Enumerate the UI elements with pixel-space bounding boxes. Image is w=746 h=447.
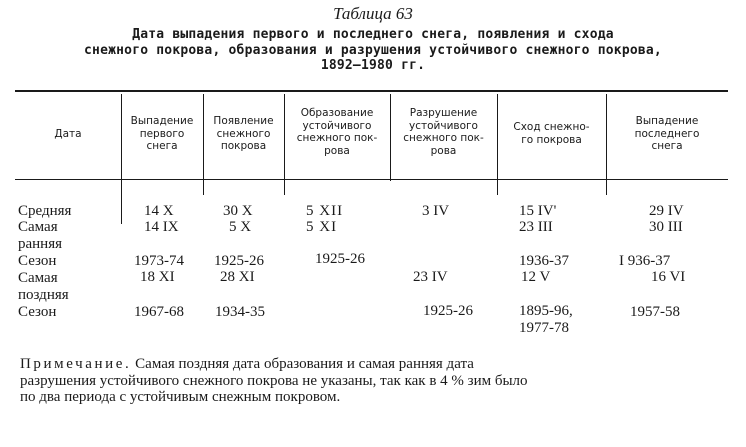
header-first-snowfall (121, 115, 203, 153)
table-cell: 1957-58 (630, 304, 680, 320)
caption-title-line: снежного покрова, образования и разрушения устойчивого снежного покрова, (84, 42, 662, 58)
table-cell: 1967-68 (134, 304, 184, 320)
table-caption-number: Таблица 63 (333, 4, 413, 23)
header-line: устойчивого (302, 119, 372, 132)
header-line: снежного пок- (403, 132, 484, 144)
header-line: Выпадение (130, 115, 194, 127)
table-cell: 30 III (649, 219, 683, 235)
table-top-rule (15, 90, 728, 92)
table-cell: 5 X (229, 219, 252, 235)
table-cell: 1934-35 (215, 304, 265, 320)
table-cell: 23 III (519, 219, 553, 235)
table-note (20, 356, 732, 406)
row-label: Сезон (18, 304, 57, 320)
header-line: первого (139, 127, 185, 140)
row-label: Самая (18, 219, 58, 235)
header-stable-cover-breakup (390, 107, 497, 157)
note-line (20, 356, 732, 373)
caption-title-line: 1892—1980 гг. (320, 58, 426, 73)
header-stable-cover-formation (284, 107, 390, 157)
row-label: Средняя (18, 203, 72, 219)
header-line: устойчивого (409, 119, 478, 132)
table-cell: 1936-37 (519, 253, 569, 269)
header-line: Разрушение (409, 107, 478, 119)
table-cell: 18 XI (140, 269, 175, 285)
table-cell: 28 XI (220, 269, 255, 285)
header-line: последнего (634, 127, 700, 140)
table-cell: 16 VI (651, 269, 686, 285)
table-cell: 1973-74 (134, 253, 184, 269)
table-cell: 1895-96, (519, 303, 573, 319)
row-label: Сезон (18, 253, 57, 269)
table-cell: 15 IV' (519, 203, 557, 219)
header-last-snowfall (606, 115, 728, 153)
table-cell: 14 IX (144, 219, 179, 235)
table-cell: I 936-37 (619, 253, 671, 269)
table-cell: 5 XI (306, 219, 338, 235)
note-line: по два периода с устойчивым снежным покровом. (20, 389, 341, 405)
header-line: Дата (54, 128, 82, 140)
caption-title-line: Дата выпадения первого и последнего снега, появления и схода (132, 27, 614, 42)
row-label: Самая (18, 270, 58, 286)
header-snow-cover-appearance (203, 115, 284, 153)
header-line: снежного (216, 127, 271, 140)
note-lead: Примечание. (20, 356, 132, 372)
header-line: Появление (213, 115, 274, 127)
table-cell: 30 X (223, 203, 253, 219)
header-line: Выпадение (635, 115, 699, 127)
header-line: снежного пок- (296, 132, 378, 144)
column-divider (121, 94, 122, 224)
table-cell: 1925-26 (315, 251, 365, 267)
note-line-rest: Самая поздняя дата образования и самая ранняя дата (131, 356, 474, 372)
table-cell: 14 X (144, 203, 174, 219)
row-label: ранняя (18, 236, 63, 252)
header-line: рова (430, 144, 457, 157)
note-line: разрушения устойчивого снежного покрова не указаны, так как в 4 % зим было (20, 372, 528, 389)
header-line: го покрова (521, 133, 582, 146)
header-snow-cover-melt (497, 121, 606, 146)
table-cell: 23 IV (413, 269, 448, 285)
header-line: снега (651, 140, 683, 152)
table-cell: 29 IV (649, 203, 684, 219)
table-cell: 12 V (521, 269, 551, 285)
table-cell: 1925-26 (423, 303, 473, 319)
row-label: поздняя (18, 287, 69, 303)
header-line: покрова (220, 140, 267, 152)
header-line: рова (324, 144, 350, 157)
table-cell: 1977-78 (519, 320, 569, 336)
table-cell: 1925-26 (214, 253, 264, 269)
header-line: Сход снежно- (513, 121, 590, 133)
table-cell: 3 IV (422, 203, 450, 219)
header-line: Образование (300, 107, 374, 119)
header-date (15, 128, 121, 141)
table-caption-title (0, 27, 746, 74)
table-cell: 5 XII (306, 203, 344, 219)
header-line: снега (146, 140, 178, 152)
